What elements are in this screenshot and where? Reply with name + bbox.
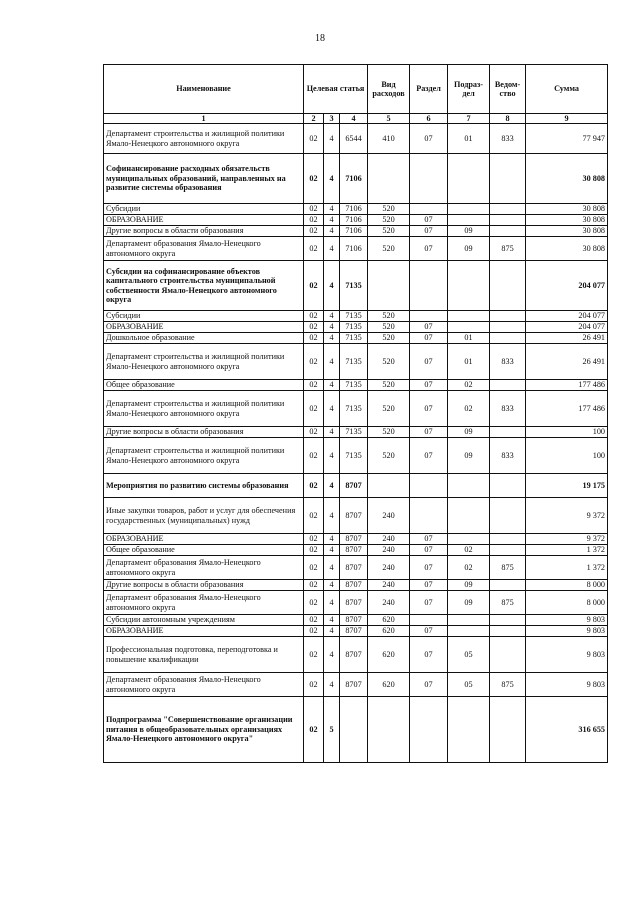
cell-name: Департамент образования Ямало-Ненецкого автономного округа xyxy=(104,237,304,261)
cell-subsection: 09 xyxy=(448,580,490,591)
cell-sum: 19 175 xyxy=(526,474,608,498)
index-cell: 3 xyxy=(324,114,340,124)
cell-name: Другие вопросы в области образования xyxy=(104,580,304,591)
table-row xyxy=(104,215,608,226)
table-body xyxy=(104,124,608,763)
cell-section: 07 xyxy=(410,322,448,333)
cell-expense-type: 520 xyxy=(368,333,410,344)
cell-department xyxy=(490,311,526,322)
cell-department xyxy=(490,204,526,215)
cell-subsection: 09 xyxy=(448,237,490,261)
cell-article-code: 8707 xyxy=(340,580,368,591)
cell-section xyxy=(410,261,448,311)
cell-department xyxy=(490,580,526,591)
cell-name: Софинансирование расходных обязательств муниципальных образований, направленных на развитие системы образования xyxy=(104,154,304,204)
cell-sum: 177 486 xyxy=(526,391,608,427)
budget-table xyxy=(103,64,608,763)
cell-subsection xyxy=(448,154,490,204)
table-row xyxy=(104,391,608,427)
cell-subsection: 02 xyxy=(448,380,490,391)
cell-sum: 30 808 xyxy=(526,204,608,215)
cell-subsection xyxy=(448,311,490,322)
table-row xyxy=(104,344,608,380)
cell-article-code: 7135 xyxy=(340,333,368,344)
cell-article-code: 7106 xyxy=(340,154,368,204)
cell-department xyxy=(490,322,526,333)
cell-department xyxy=(490,380,526,391)
cell-sum: 8 000 xyxy=(526,580,608,591)
column-index-row xyxy=(104,114,608,124)
cell-expense-type xyxy=(368,154,410,204)
cell-section: 07 xyxy=(410,580,448,591)
cell-subsection xyxy=(448,322,490,333)
cell-expense-type: 520 xyxy=(368,344,410,380)
cell-article-subprogram: 4 xyxy=(324,615,340,626)
cell-department: 833 xyxy=(490,344,526,380)
cell-article-subprogram: 4 xyxy=(324,322,340,333)
table-row xyxy=(104,226,608,237)
cell-name: Субсидии xyxy=(104,204,304,215)
cell-sum: 26 491 xyxy=(526,333,608,344)
cell-department xyxy=(490,697,526,763)
cell-name: Департамент образования Ямало-Ненецкого автономного округа xyxy=(104,673,304,697)
cell-name: ОБРАЗОВАНИЕ xyxy=(104,322,304,333)
cell-section: 07 xyxy=(410,124,448,154)
cell-article-program: 02 xyxy=(304,333,324,344)
cell-article-subprogram: 4 xyxy=(324,124,340,154)
table-row xyxy=(104,637,608,673)
index-cell: 9 xyxy=(526,114,608,124)
cell-sum: 9 803 xyxy=(526,615,608,626)
cell-subsection xyxy=(448,697,490,763)
cell-article-program: 02 xyxy=(304,226,324,237)
cell-subsection: 09 xyxy=(448,427,490,438)
cell-subsection: 09 xyxy=(448,226,490,237)
cell-article-subprogram: 4 xyxy=(324,215,340,226)
table-row xyxy=(104,556,608,580)
cell-article-subprogram: 4 xyxy=(324,204,340,215)
cell-article-code: 7135 xyxy=(340,438,368,474)
cell-article-subprogram: 4 xyxy=(324,154,340,204)
cell-expense-type: 240 xyxy=(368,556,410,580)
cell-subsection: 09 xyxy=(448,591,490,615)
cell-department xyxy=(490,498,526,534)
cell-article-code: 8707 xyxy=(340,615,368,626)
cell-department xyxy=(490,626,526,637)
cell-article-program: 02 xyxy=(304,438,324,474)
cell-name: Общее образование xyxy=(104,545,304,556)
cell-sum: 1 372 xyxy=(526,556,608,580)
cell-article-program: 02 xyxy=(304,427,324,438)
cell-section: 07 xyxy=(410,333,448,344)
cell-section: 07 xyxy=(410,556,448,580)
header-name: Наименование xyxy=(104,65,304,114)
cell-section xyxy=(410,204,448,215)
cell-article-program: 02 xyxy=(304,591,324,615)
cell-article-program: 02 xyxy=(304,556,324,580)
cell-section: 07 xyxy=(410,673,448,697)
cell-article-code: 8707 xyxy=(340,637,368,673)
header-sum: Сумма xyxy=(526,65,608,114)
table-row xyxy=(104,204,608,215)
cell-sum: 177 486 xyxy=(526,380,608,391)
cell-sum: 9 803 xyxy=(526,626,608,637)
cell-name: Субсидии xyxy=(104,311,304,322)
cell-subsection xyxy=(448,615,490,626)
cell-department xyxy=(490,545,526,556)
cell-article-code: 8707 xyxy=(340,534,368,545)
cell-sum: 204 077 xyxy=(526,261,608,311)
cell-article-subprogram: 4 xyxy=(324,261,340,311)
cell-article-code: 7135 xyxy=(340,322,368,333)
cell-name: Департамент строительства и жилищной политики Ямало-Ненецкого автономного округа xyxy=(104,391,304,427)
cell-subsection xyxy=(448,215,490,226)
cell-subsection xyxy=(448,626,490,637)
cell-article-subprogram: 4 xyxy=(324,380,340,391)
header-department: Ведом-ство xyxy=(490,65,526,114)
cell-name: Иные закупки товаров, работ и услуг для обеспечения государственных (муниципальных) нужд xyxy=(104,498,304,534)
cell-subsection xyxy=(448,474,490,498)
cell-sum: 9 803 xyxy=(526,637,608,673)
cell-article-subprogram: 4 xyxy=(324,534,340,545)
table-row xyxy=(104,311,608,322)
cell-expense-type: 520 xyxy=(368,226,410,237)
table-row xyxy=(104,237,608,261)
cell-section xyxy=(410,615,448,626)
cell-subsection: 01 xyxy=(448,333,490,344)
cell-article-program: 02 xyxy=(304,204,324,215)
cell-sum: 30 808 xyxy=(526,154,608,204)
cell-expense-type: 620 xyxy=(368,626,410,637)
table-row xyxy=(104,474,608,498)
cell-article-code: 8707 xyxy=(340,626,368,637)
cell-department xyxy=(490,333,526,344)
cell-article-code xyxy=(340,697,368,763)
cell-section xyxy=(410,498,448,534)
cell-name: Другие вопросы в области образования xyxy=(104,427,304,438)
header-subsection: Подраз-дел xyxy=(448,65,490,114)
cell-article-program: 02 xyxy=(304,580,324,591)
cell-expense-type: 520 xyxy=(368,322,410,333)
cell-sum: 77 947 xyxy=(526,124,608,154)
cell-department xyxy=(490,637,526,673)
cell-sum: 316 655 xyxy=(526,697,608,763)
table-row xyxy=(104,427,608,438)
cell-name: ОБРАЗОВАНИЕ xyxy=(104,534,304,545)
cell-section xyxy=(410,154,448,204)
table-row xyxy=(104,380,608,391)
cell-sum: 26 491 xyxy=(526,344,608,380)
cell-expense-type: 240 xyxy=(368,580,410,591)
cell-article-program: 02 xyxy=(304,474,324,498)
cell-section xyxy=(410,311,448,322)
cell-sum: 1 372 xyxy=(526,545,608,556)
cell-department xyxy=(490,474,526,498)
cell-subsection xyxy=(448,534,490,545)
table-row xyxy=(104,580,608,591)
cell-subsection: 02 xyxy=(448,391,490,427)
cell-article-program: 02 xyxy=(304,237,324,261)
cell-article-code: 7135 xyxy=(340,311,368,322)
cell-article-code: 8707 xyxy=(340,474,368,498)
cell-section: 07 xyxy=(410,591,448,615)
cell-article-program: 02 xyxy=(304,311,324,322)
table-row xyxy=(104,615,608,626)
cell-article-subprogram: 4 xyxy=(324,333,340,344)
cell-expense-type: 240 xyxy=(368,498,410,534)
cell-article-code: 7135 xyxy=(340,391,368,427)
cell-article-subprogram: 4 xyxy=(324,556,340,580)
cell-name: Департамент образования Ямало-Ненецкого автономного округа xyxy=(104,591,304,615)
cell-subsection xyxy=(448,204,490,215)
cell-name: ОБРАЗОВАНИЕ xyxy=(104,215,304,226)
cell-subsection: 01 xyxy=(448,124,490,154)
cell-sum: 30 808 xyxy=(526,215,608,226)
cell-article-code: 8707 xyxy=(340,673,368,697)
cell-article-program: 02 xyxy=(304,498,324,534)
index-cell: 2 xyxy=(304,114,324,124)
cell-expense-type: 520 xyxy=(368,215,410,226)
cell-article-program: 02 xyxy=(304,322,324,333)
cell-article-code: 7135 xyxy=(340,427,368,438)
header-section: Раздел xyxy=(410,65,448,114)
cell-subsection xyxy=(448,261,490,311)
cell-sum: 8 000 xyxy=(526,591,608,615)
index-cell: 4 xyxy=(340,114,368,124)
cell-sum: 9 803 xyxy=(526,673,608,697)
cell-subsection: 02 xyxy=(448,556,490,580)
cell-expense-type: 240 xyxy=(368,534,410,545)
page-number: 18 xyxy=(315,33,325,44)
cell-sum: 30 808 xyxy=(526,237,608,261)
cell-department: 875 xyxy=(490,237,526,261)
cell-name: Департамент строительства и жилищной политики Ямало-Ненецкого автономного округа xyxy=(104,124,304,154)
index-cell: 7 xyxy=(448,114,490,124)
table-row xyxy=(104,261,608,311)
cell-article-program: 02 xyxy=(304,615,324,626)
cell-section: 07 xyxy=(410,427,448,438)
cell-article-program: 02 xyxy=(304,673,324,697)
cell-name: Департамент строительства и жилищной политики Ямало-Ненецкого автономного округа xyxy=(104,344,304,380)
cell-expense-type: 240 xyxy=(368,591,410,615)
cell-article-code: 8707 xyxy=(340,556,368,580)
index-cell: 6 xyxy=(410,114,448,124)
cell-department xyxy=(490,261,526,311)
cell-sum: 9 372 xyxy=(526,534,608,545)
cell-subsection: 05 xyxy=(448,673,490,697)
table-row xyxy=(104,534,608,545)
cell-article-code: 7106 xyxy=(340,237,368,261)
cell-expense-type: 520 xyxy=(368,391,410,427)
cell-article-program: 02 xyxy=(304,261,324,311)
cell-expense-type: 620 xyxy=(368,637,410,673)
header-expense-type: Вид расходов xyxy=(368,65,410,114)
index-cell: 5 xyxy=(368,114,410,124)
cell-expense-type xyxy=(368,261,410,311)
cell-section xyxy=(410,697,448,763)
cell-article-code: 8707 xyxy=(340,545,368,556)
cell-department xyxy=(490,215,526,226)
cell-department: 875 xyxy=(490,591,526,615)
cell-expense-type xyxy=(368,474,410,498)
header-row xyxy=(104,65,608,114)
table-row xyxy=(104,673,608,697)
cell-name: Другие вопросы в области образования xyxy=(104,226,304,237)
cell-section: 07 xyxy=(410,391,448,427)
table-row xyxy=(104,154,608,204)
cell-department xyxy=(490,154,526,204)
cell-section: 07 xyxy=(410,226,448,237)
cell-article-subprogram: 4 xyxy=(324,438,340,474)
cell-section: 07 xyxy=(410,344,448,380)
cell-section: 07 xyxy=(410,534,448,545)
table-row xyxy=(104,697,608,763)
cell-expense-type: 240 xyxy=(368,545,410,556)
cell-name: Департамент образования Ямало-Ненецкого автономного округа xyxy=(104,556,304,580)
cell-name: Мероприятия по развитию системы образования xyxy=(104,474,304,498)
cell-expense-type: 410 xyxy=(368,124,410,154)
cell-article-code: 8707 xyxy=(340,498,368,534)
cell-subsection: 01 xyxy=(448,344,490,380)
cell-article-subprogram: 4 xyxy=(324,591,340,615)
cell-name: Департамент строительства и жилищной политики Ямало-Ненецкого автономного округа xyxy=(104,438,304,474)
cell-expense-type: 520 xyxy=(368,438,410,474)
cell-name: Субсидии автономным учреждениям xyxy=(104,615,304,626)
cell-section: 07 xyxy=(410,438,448,474)
cell-sum: 100 xyxy=(526,438,608,474)
cell-expense-type: 520 xyxy=(368,237,410,261)
cell-expense-type xyxy=(368,697,410,763)
cell-sum: 100 xyxy=(526,427,608,438)
cell-article-program: 02 xyxy=(304,124,324,154)
cell-article-program: 02 xyxy=(304,215,324,226)
cell-article-code: 7135 xyxy=(340,344,368,380)
cell-sum: 30 808 xyxy=(526,226,608,237)
cell-article-code: 7106 xyxy=(340,215,368,226)
cell-article-subprogram: 4 xyxy=(324,237,340,261)
cell-article-code: 7135 xyxy=(340,261,368,311)
cell-department xyxy=(490,534,526,545)
index-cell: 1 xyxy=(104,114,304,124)
cell-article-program: 02 xyxy=(304,534,324,545)
cell-expense-type: 620 xyxy=(368,615,410,626)
cell-article-code: 8707 xyxy=(340,591,368,615)
cell-article-subprogram: 4 xyxy=(324,673,340,697)
cell-section: 07 xyxy=(410,215,448,226)
cell-article-subprogram: 4 xyxy=(324,427,340,438)
cell-section: 07 xyxy=(410,637,448,673)
table-row xyxy=(104,498,608,534)
cell-article-subprogram: 4 xyxy=(324,474,340,498)
cell-department: 875 xyxy=(490,556,526,580)
cell-article-subprogram: 4 xyxy=(324,498,340,534)
cell-expense-type: 520 xyxy=(368,427,410,438)
cell-article-program: 02 xyxy=(304,626,324,637)
cell-section: 07 xyxy=(410,237,448,261)
cell-subsection: 09 xyxy=(448,438,490,474)
cell-section xyxy=(410,474,448,498)
cell-article-program: 02 xyxy=(304,697,324,763)
cell-section: 07 xyxy=(410,380,448,391)
cell-department: 833 xyxy=(490,124,526,154)
cell-article-program: 02 xyxy=(304,154,324,204)
table-row xyxy=(104,545,608,556)
cell-department: 875 xyxy=(490,673,526,697)
cell-expense-type: 520 xyxy=(368,311,410,322)
table-row xyxy=(104,322,608,333)
cell-article-program: 02 xyxy=(304,637,324,673)
cell-subsection: 05 xyxy=(448,637,490,673)
cell-article-subprogram: 5 xyxy=(324,697,340,763)
cell-article-subprogram: 4 xyxy=(324,637,340,673)
cell-sum: 9 372 xyxy=(526,498,608,534)
cell-article-code: 7106 xyxy=(340,204,368,215)
cell-article-code: 6544 xyxy=(340,124,368,154)
cell-name: Профессиональная подготовка, переподготовка и повышение квалификации xyxy=(104,637,304,673)
cell-sum: 204 077 xyxy=(526,311,608,322)
cell-article-subprogram: 4 xyxy=(324,226,340,237)
cell-article-code: 7135 xyxy=(340,380,368,391)
cell-article-program: 02 xyxy=(304,391,324,427)
cell-department xyxy=(490,615,526,626)
cell-section: 07 xyxy=(410,626,448,637)
cell-name: Подпрограмма "Совершенствование организации питания в общеобразовательных организациях Ямало-Ненецкого автономного округа" xyxy=(104,697,304,763)
table-row xyxy=(104,591,608,615)
cell-article-subprogram: 4 xyxy=(324,344,340,380)
cell-department xyxy=(490,427,526,438)
cell-sum: 204 077 xyxy=(526,322,608,333)
cell-expense-type: 520 xyxy=(368,380,410,391)
cell-department: 833 xyxy=(490,438,526,474)
cell-department: 833 xyxy=(490,391,526,427)
cell-article-subprogram: 4 xyxy=(324,311,340,322)
cell-subsection xyxy=(448,498,490,534)
cell-name: Общее образование xyxy=(104,380,304,391)
table-row xyxy=(104,438,608,474)
cell-article-program: 02 xyxy=(304,344,324,380)
cell-expense-type: 520 xyxy=(368,204,410,215)
cell-department xyxy=(490,226,526,237)
header-target-article: Целевая статья xyxy=(304,65,368,114)
cell-name: ОБРАЗОВАНИЕ xyxy=(104,626,304,637)
table-row xyxy=(104,333,608,344)
index-cell: 8 xyxy=(490,114,526,124)
cell-article-subprogram: 4 xyxy=(324,580,340,591)
cell-subsection: 02 xyxy=(448,545,490,556)
cell-article-subprogram: 4 xyxy=(324,626,340,637)
cell-article-program: 02 xyxy=(304,545,324,556)
cell-name: Дошкольное образование xyxy=(104,333,304,344)
cell-article-subprogram: 4 xyxy=(324,391,340,427)
cell-expense-type: 620 xyxy=(368,673,410,697)
table-row xyxy=(104,124,608,154)
cell-article-program: 02 xyxy=(304,380,324,391)
cell-section: 07 xyxy=(410,545,448,556)
cell-article-code: 7106 xyxy=(340,226,368,237)
cell-name: Субсидии на софинансирование объектов капитального строительства муниципальной собственности Ямало-Ненецкого автономного округа xyxy=(104,261,304,311)
table-row xyxy=(104,626,608,637)
cell-article-subprogram: 4 xyxy=(324,545,340,556)
